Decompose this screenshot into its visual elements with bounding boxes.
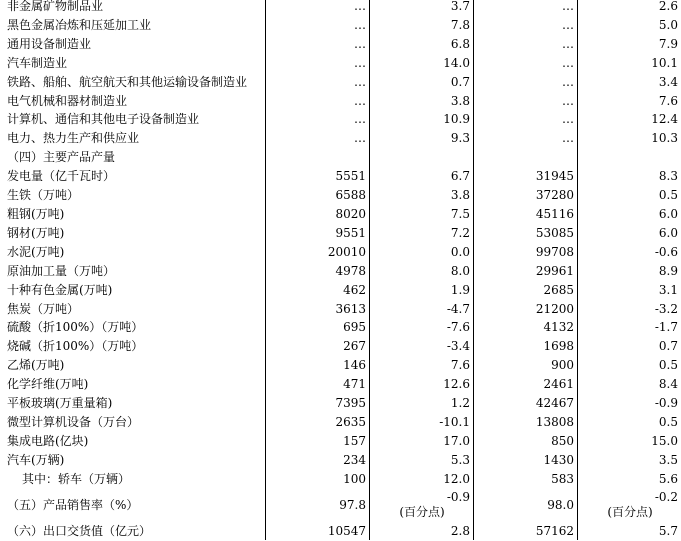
value-month: 4978 [266,262,370,281]
value-month: … [266,73,370,92]
value-cumulative: 2685 [474,281,578,300]
growth-month: -4.7 [370,300,474,319]
row-label: 电气机械和器材制造业 [0,92,266,111]
growth-month: 7.2 [370,224,474,243]
row-label: （六）出口交货值（亿元） [0,522,266,541]
row-label: 发电量（亿千瓦时） [0,167,266,186]
growth-month: -7.6 [370,318,474,337]
growth-month: 0.0 [370,243,474,262]
growth-cumulative: 5.7 [658,523,678,538]
table-row-export [0,522,681,541]
table-row [0,281,681,300]
value-month: 471 [266,375,370,394]
growth-month: 8.0 [370,262,474,281]
value-cumulative [474,148,578,167]
growth-cumulative [578,148,681,167]
table-row [0,167,681,186]
growth-cumulative: 3.1 [658,282,678,297]
value-month: 6588 [266,186,370,205]
value-cumulative: 2461 [474,375,578,394]
table-row [0,300,681,319]
growth-month: 12.6 [370,375,474,394]
value-month: 8020 [266,205,370,224]
value-cumulative: 45116 [474,205,578,224]
growth-value: -0.2 [654,490,678,505]
row-label: 烧碱（折100%）（万吨） [0,337,266,356]
row-label: 集成电路(亿块) [0,432,266,451]
value-month: 20010 [266,243,370,262]
row-label: 汽车制造业 [0,54,266,73]
value-cumulative: … [474,73,578,92]
growth-cumulative: 0.5 [658,188,678,203]
table-row [0,356,681,375]
row-label: 焦炭（万吨） [0,300,266,319]
growth-month: 7.6 [370,356,474,375]
growth-cumulative: 8.9 [658,263,678,278]
value-month: 97.8 [266,489,370,522]
row-label: 生铁（万吨） [0,186,266,205]
value-cumulative: … [474,92,578,111]
value-cumulative: 1430 [474,451,578,470]
growth-cumulative: 3.5 [658,452,678,467]
value-cumulative: 900 [474,356,578,375]
row-label: （五）产品销售率（%） [0,489,266,522]
value-month: 462 [266,281,370,300]
growth-month: 9.3 [370,129,474,148]
table-row [0,110,681,129]
growth-month: -10.1 [370,413,474,432]
growth-cumulative: 7.9 [658,36,678,51]
growth-cumulative: 12.4 [651,112,678,127]
growth-month: 6.7 [370,167,474,186]
row-label: 平板玻璃(万重量箱) [0,394,266,413]
value-cumulative: 31945 [474,167,578,186]
growth-month: 2.8 [370,522,474,541]
row-label: 汽车(万辆) [0,451,266,470]
value-month: 146 [266,356,370,375]
table-row [0,470,681,489]
table-row [0,35,681,54]
value-cumulative: 21200 [474,300,578,319]
growth-cumulative: 10.3 [651,131,678,146]
value-cumulative: … [474,16,578,35]
value-month: … [266,16,370,35]
value-month: 10547 [266,522,370,541]
value-cumulative: … [474,129,578,148]
growth-month: 17.0 [370,432,474,451]
table-row [0,73,681,92]
value-month: … [266,110,370,129]
growth-cumulative: 3.4 [658,74,678,89]
value-month: … [266,129,370,148]
value-cumulative: 850 [474,432,578,451]
table-row [0,375,681,394]
table-row [0,16,681,35]
growth-cumulative: 8.4 [658,377,678,392]
value-cumulative: 583 [474,470,578,489]
value-cumulative: … [474,35,578,54]
growth-cumulative: 15.0 [651,433,678,448]
growth-cumulative: 6.0 [658,225,678,240]
growth-month: 6.8 [370,35,474,54]
table-row [0,318,681,337]
growth-month: 12.0 [370,470,474,489]
value-month: … [266,35,370,54]
value-cumulative: 13808 [474,413,578,432]
value-month: 9551 [266,224,370,243]
row-label: 微型计算机设备（万台） [0,413,266,432]
growth-month: 3.8 [370,186,474,205]
value-cumulative: 42467 [474,394,578,413]
table-row [0,92,681,111]
value-month: 3613 [266,300,370,319]
value-month [266,148,370,167]
growth-month: 0.7 [370,73,474,92]
table-row [0,0,681,16]
growth-month: 3.7 [370,0,474,16]
growth-cumulative: 8.3 [658,169,678,184]
table-row [0,205,681,224]
growth-month: 10.9 [370,110,474,129]
value-month: … [266,54,370,73]
growth-cumulative: 5.0 [658,17,678,32]
growth-cumulative: 6.0 [658,206,678,221]
row-label: 通用设备制造业 [0,35,266,54]
value-cumulative: 4132 [474,318,578,337]
growth-cumulative: 5.6 [658,471,678,486]
value-cumulative: … [474,0,578,16]
row-label: （四）主要产品产量 [0,148,266,167]
growth-cumulative: 7.6 [658,93,678,108]
growth-month: -3.4 [370,337,474,356]
growth-cumulative: 0.7 [658,339,678,354]
growth-month: 7.5 [370,205,474,224]
growth-cumulative [578,489,681,522]
value-cumulative: 53085 [474,224,578,243]
value-cumulative: 98.0 [474,489,578,522]
row-label: 钢材(万吨) [0,224,266,243]
row-label: 水泥(万吨) [0,243,266,262]
growth-cumulative: 10.1 [651,55,678,70]
row-label: 其中：轿车（万辆） [0,470,266,489]
growth-month [370,148,474,167]
row-label: 乙烯(万吨) [0,356,266,375]
growth-month [370,489,474,522]
value-month: 234 [266,451,370,470]
growth-month: 1.2 [370,394,474,413]
table-row [0,54,681,73]
growth-cumulative: 0.5 [658,358,678,373]
row-label: 化学纤维(万吨) [0,375,266,394]
growth-cumulative: 2.6 [658,0,678,13]
row-label: 黑色金属冶炼和压延加工业 [0,16,266,35]
growth-cumulative: -0.6 [654,244,678,259]
row-label: 硫酸（折100%）（万吨） [0,318,266,337]
growth-cumulative: -3.2 [654,301,678,316]
value-month: 157 [266,432,370,451]
row-label: 非金属矿物制品业 [0,0,266,16]
table-row-sales-rate [0,489,681,522]
value-month: 2635 [266,413,370,432]
table-row [0,129,681,148]
value-cumulative: 1698 [474,337,578,356]
value-month: … [266,0,370,16]
growth-month: 1.9 [370,281,474,300]
table-row [0,394,681,413]
table-row [0,243,681,262]
growth-month: 5.3 [370,451,474,470]
table-row [0,432,681,451]
value-cumulative: 37280 [474,186,578,205]
growth-cumulative: -1.7 [654,320,678,335]
table-row [0,451,681,470]
unit-label: (百分点) [607,505,653,520]
table-row [0,224,681,243]
table-row [0,337,681,356]
growth-cumulative: 0.5 [658,414,678,429]
growth-month: 7.8 [370,16,474,35]
value-month: 100 [266,470,370,489]
value-cumulative: 57162 [474,522,578,541]
row-label: 十种有色金属(万吨) [0,281,266,300]
growth-month: 14.0 [370,54,474,73]
table-row [0,186,681,205]
growth-month: 3.8 [370,92,474,111]
unit-label: (百分点) [399,505,445,520]
value-cumulative: 99708 [474,243,578,262]
value-cumulative: 29961 [474,262,578,281]
value-cumulative: … [474,110,578,129]
row-label: 铁路、船舶、航空航天和其他运输设备制造业 [0,73,266,92]
value-month: … [266,92,370,111]
growth-cumulative: -0.9 [654,396,678,411]
value-cumulative: … [474,54,578,73]
table-row [0,262,681,281]
table-row [0,148,681,167]
value-month: 695 [266,318,370,337]
row-label: 粗钢(万吨) [0,205,266,224]
row-label: 原油加工量（万吨） [0,262,266,281]
value-month: 7395 [266,394,370,413]
value-month: 267 [266,337,370,356]
row-label: 计算机、通信和其他电子设备制造业 [0,110,266,129]
growth-value: -0.9 [446,490,470,505]
value-month: 5551 [266,167,370,186]
table-row [0,413,681,432]
row-label: 电力、热力生产和供应业 [0,129,266,148]
